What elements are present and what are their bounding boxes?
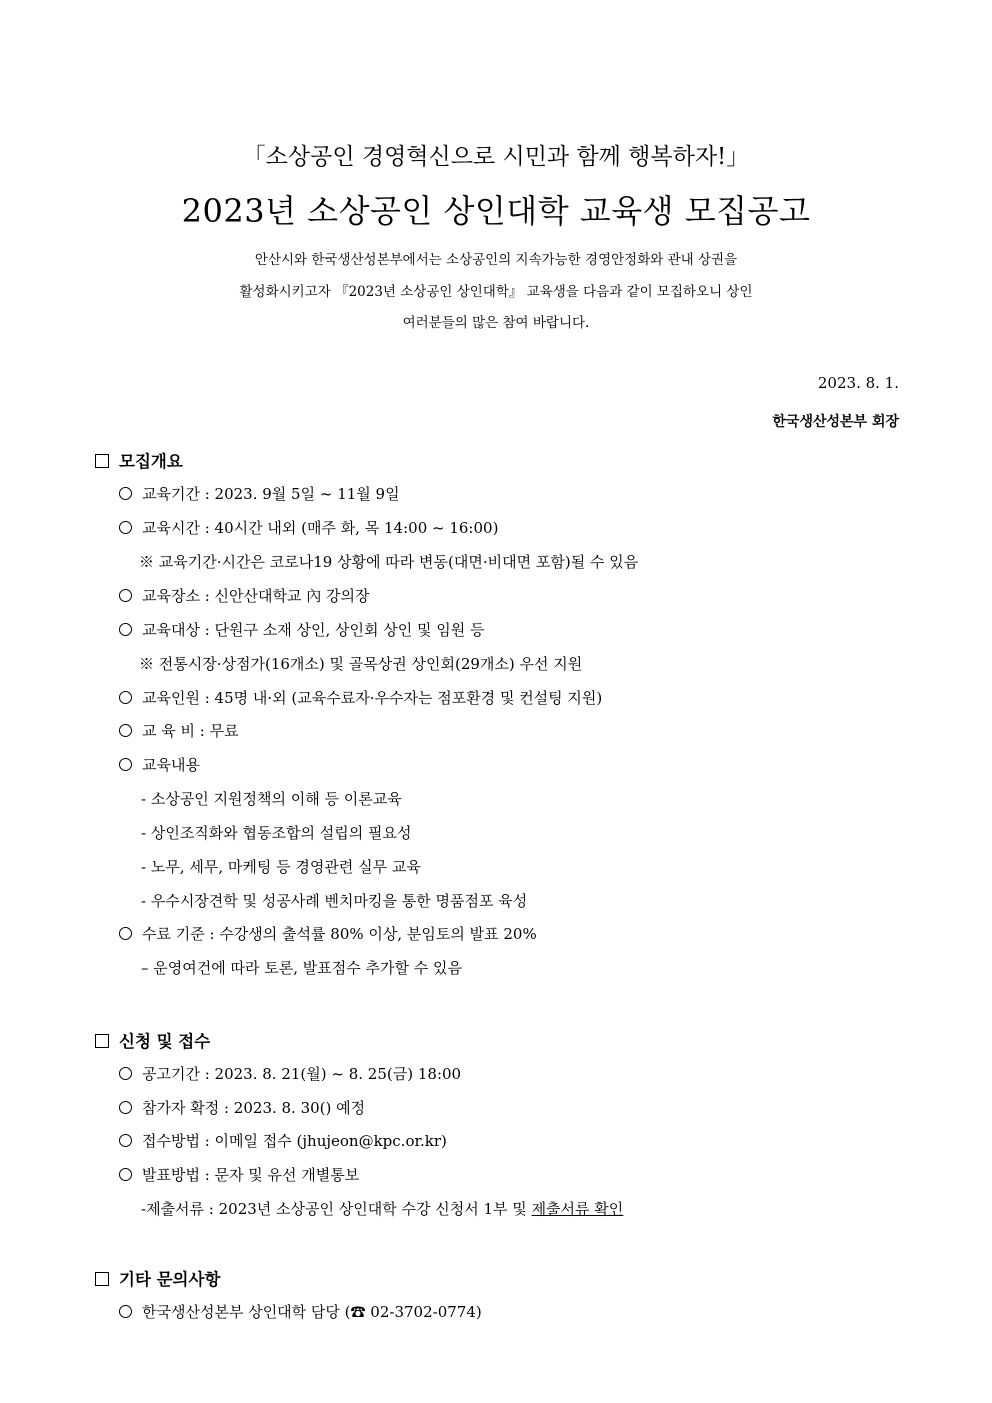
notice-date: 2023. 8. 1. [817,374,899,392]
item-place [119,585,370,606]
item-documents [141,1198,623,1219]
circle-bullet-icon [119,487,132,500]
signature: 한국생산성본부 회장 [772,414,899,430]
checkbox-square-icon [95,1034,109,1048]
section-contact-heading [95,1266,220,1290]
item-target-text: 교육대상 : 단원구 소재 상인, 상인회 상인 및 임원 등 [142,621,485,639]
circle-bullet-icon [119,1067,132,1080]
item-method-text: 접수방법 : 이메일 접수 (jhujeon@kpc.or.kr) [142,1132,447,1150]
item-completion-note: – 운영여건에 따라 토론, 발표점수 추가할 수 있음 [141,959,462,977]
checkbox-square-icon [95,1272,109,1286]
item-contact-phone [119,1301,482,1322]
item-contents [119,754,200,775]
circle-bullet-icon [119,724,132,737]
item-target [119,619,485,640]
item-hours [119,517,498,538]
item-confirm-text: 참가자 확정 : 2023. 8. 30() 예정 [142,1099,366,1117]
item-fee [119,720,239,741]
section-contact-title: 기타 문의사항 [119,1270,221,1289]
circle-bullet-icon [119,758,132,771]
item-completion-text: 수료 기준 : 수강생의 출석률 80% 이상, 분임토의 발표 20% [142,925,537,943]
slogan: 「소상공인 경영혁신으로 시민과 함께 행복하자!」 [242,144,750,170]
item-completion [119,923,537,944]
section-application-heading [95,1028,210,1052]
circle-bullet-icon [119,589,132,602]
documents-link[interactable]: 제출서류 확인 [531,1200,624,1218]
item-method [119,1130,447,1151]
item-fee-text: 교 육 비 : 무료 [142,722,239,740]
item-contact-phone-text: 한국생산성본부 상인대학 담당 (☎ 02-3702-0774) [142,1303,482,1321]
content-line-2: - 상인조직화와 협동조합의 설립의 필요성 [141,824,412,842]
circle-bullet-icon [119,521,132,534]
item-headcount [119,687,602,708]
circle-bullet-icon [119,927,132,940]
item-documents-text: -제출서류 : 2023년 소상공인 상인대학 수강 신청서 1부 및 [141,1200,532,1218]
intro-line-3: 여러분들의 많은 참여 바랍니다. [402,315,590,331]
item-notice-period-text: 공고기간 : 2023. 8. 21(월) ~ 8. 25(금) 18:00 [142,1065,462,1083]
item-hours-note: ※ 교육기간·시간은 코로나19 상황에 따라 변동(대면·비대면 포함)될 수 있음 [139,553,639,571]
content-line-4: - 우수시장견학 및 성공사례 벤치마킹을 통한 명품점포 육성 [141,892,528,910]
circle-bullet-icon [119,1134,132,1147]
item-confirm [119,1097,365,1118]
item-announce-text: 발표방법 : 문자 및 유선 개별통보 [142,1166,360,1184]
item-headcount-text: 교육인원 : 45명 내·외 (교육수료자·우수자는 점포환경 및 컨설팅 지원) [142,689,603,707]
content-line-1: - 소상공인 지원정책의 이해 등 이론교육 [141,790,402,808]
circle-bullet-icon [119,691,132,704]
section-overview-title: 모집개요 [119,452,183,471]
item-period [119,483,400,504]
page-title: 2023년 소상공인 상인대학 교육생 모집공고 [181,192,811,230]
item-announce [119,1164,359,1185]
circle-bullet-icon [119,1168,132,1181]
item-target-note: ※ 전통시장·상점가(16개소) 및 골목상권 상인회(29개소) 우선 지원 [139,655,583,673]
circle-bullet-icon [119,623,132,636]
item-hours-text: 교육시간 : 40시간 내외 (매주 화, 목 14:00 ~ 16:00) [142,519,499,537]
intro-line-1: 안산시와 한국생산성본부에서는 소상공인의 지속가능한 경영안정화와 관내 상권을 [254,252,738,268]
section-overview-heading [95,448,183,472]
intro-line-2: 활성화시키고자 『2023년 소상공인 상인대학』 교육생을 다음과 같이 모집하오니 상인 [239,284,753,300]
item-contents-label: 교육내용 [142,756,200,774]
item-period-text: 교육기간 : 2023. 9월 5일 ~ 11월 9일 [142,485,400,503]
content-line-3: - 노무, 세무, 마케팅 등 경영관련 실무 교육 [141,858,421,876]
section-application-title: 신청 및 접수 [119,1032,211,1051]
item-notice-period [119,1063,461,1084]
circle-bullet-icon [119,1305,132,1318]
checkbox-square-icon [95,454,109,468]
circle-bullet-icon [119,1101,132,1114]
item-place-text: 교육장소 : 신안산대학교 內 강의장 [142,587,370,605]
